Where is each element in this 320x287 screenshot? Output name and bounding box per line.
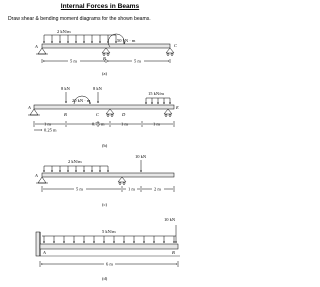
dim-d-1: 6 m: [106, 261, 113, 267]
point-c-A: A: [35, 173, 38, 178]
label-moment-a: 50 kN · m: [117, 38, 136, 43]
dim-b-3: 1 m: [121, 121, 128, 127]
dim-c-1: 5 m: [76, 186, 83, 192]
point-b-E: E: [176, 105, 179, 110]
label-dist-load-d: 5 kN/m: [102, 229, 116, 234]
support-b-roller-C: [106, 109, 114, 114]
beam-a: [42, 44, 170, 48]
beam-b: [34, 105, 174, 109]
caption-b: (b): [102, 143, 108, 148]
figure-c-labels: [34, 154, 161, 207]
fixed-wall-d: [36, 232, 40, 256]
support-a-pin: [38, 48, 46, 54]
caption-c: (c): [102, 202, 107, 207]
point-b-D: D: [122, 112, 126, 117]
label-point-load-d: 10 kN: [164, 217, 176, 222]
point-d-B: B: [172, 250, 175, 255]
caption-a: (a): [102, 71, 107, 76]
point-d-A: A: [43, 250, 46, 255]
dim-b-4: 1 m: [153, 121, 160, 127]
point-a-B: B: [103, 56, 106, 61]
support-b-roller-E: [164, 109, 172, 114]
figure-b-distributed-load: [146, 98, 170, 104]
caption-d: (d): [102, 276, 108, 281]
label-dist-load-a: 2 kN/m: [57, 29, 71, 34]
dim-a-2: 5 m: [134, 58, 141, 64]
figure-c-distributed-load: [44, 166, 108, 172]
dim-c-2: 1 m: [128, 186, 135, 192]
label-dist-load-c: 2 kN/m: [68, 159, 82, 164]
dim-a-1: 5 m: [70, 58, 77, 64]
support-c-pin: [38, 177, 46, 183]
label-moment-b: 20 kN · m: [72, 98, 91, 103]
figure-a-distributed-load: [44, 35, 116, 43]
label-point-load-c: 10 kN: [135, 154, 147, 159]
dim-b-5: 0.25 m: [44, 127, 57, 133]
point-b-C: C: [96, 112, 100, 117]
point-b-B: B: [64, 112, 67, 117]
label-point-load-b-1: 8 kN: [61, 86, 70, 91]
figure-b-labels: [27, 86, 179, 148]
support-c-roller: [166, 48, 174, 53]
point-a-C: C: [174, 43, 178, 48]
figure-d-distributed-load: [42, 236, 176, 243]
dim-b-2: 0.75 m: [92, 121, 105, 127]
dim-c-3: 2 m: [154, 186, 161, 192]
beam-d: [40, 244, 178, 249]
support-c-roller: [118, 177, 126, 182]
point-a-A: A: [35, 44, 38, 49]
point-b-A: A: [28, 105, 31, 110]
support-b-pin: [30, 109, 38, 115]
page-title: Internal Forces in Beams: [60, 3, 140, 10]
page-subtitle: Draw shear & bending moment diagrams for the shown beams.: [8, 16, 151, 22]
label-point-load-b-2: 8 kN: [93, 86, 102, 91]
label-dist-load-b: 15 kN/m: [148, 91, 164, 96]
dim-b-1: 1 m: [44, 121, 51, 127]
beam-c: [42, 173, 174, 177]
support-b-roller: [102, 48, 110, 53]
